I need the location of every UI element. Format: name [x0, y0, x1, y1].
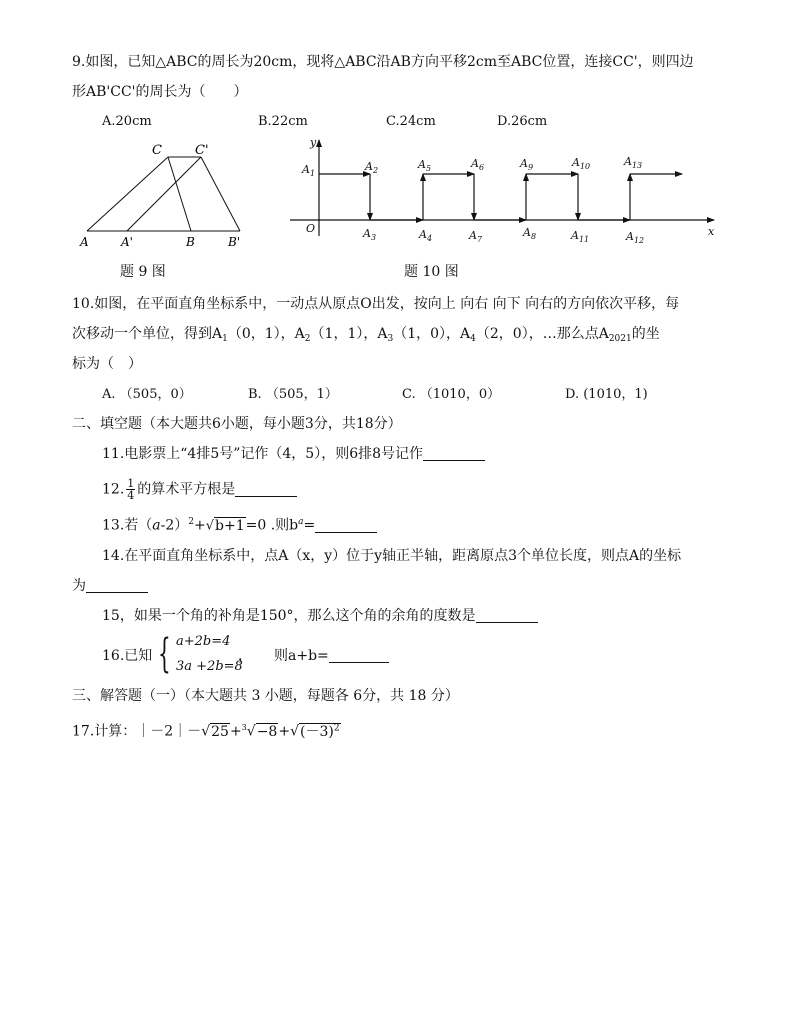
fig10-point-a13: $A_{13}$	[624, 155, 643, 170]
fig9-label-a: A	[80, 235, 89, 249]
q9-option-d: D.26cm	[497, 114, 548, 129]
q12: 12. $\frac{1}{4}$ 的算术平方根是	[102, 478, 297, 501]
fig10-point-a3: $A_3$	[363, 227, 377, 242]
q16-comma: ，	[238, 648, 252, 664]
fig9-label-a-prime: A'	[121, 235, 133, 249]
q10-option-c: C. （1010，0）	[402, 387, 501, 402]
q9-option-c: C.24cm	[386, 114, 436, 129]
q9-line1: 9.如图，已知△ABC的周长为20cm，现将△ABC沿AB方向平移2cm至ABC位置，连接CC'，则四边	[72, 54, 694, 70]
fig10-point-a12: $A_{12}$	[626, 230, 645, 245]
figure-9	[70, 138, 260, 253]
fig9-label-b: B	[186, 235, 195, 249]
q14-line1: 14.在平面直角坐标系中，点A（x，y）位于y轴正半轴，距离原点3个单位长度，则点A的坐标	[102, 548, 682, 564]
q16-prefix: 16.已知	[102, 648, 153, 664]
fig9-label-c: C	[152, 143, 162, 158]
q10-line2: 次移动一个单位，得到$A_1(0$，1），$A_2(1$，1），$A_3(1$，0），$A_4(2$，0），…那么点$A_{2021}$的坐	[72, 326, 660, 344]
fig10-axis-x: x	[708, 225, 715, 238]
q16-brace: {	[158, 631, 171, 677]
fig10-point-a9: $A_9$	[520, 157, 534, 172]
q11: 11.电影票上“4排5号”记作（4，5），则6排8号记作	[102, 444, 485, 464]
fig10-point-a5: $A_5$	[418, 158, 432, 173]
q9-option-a: A.20cm	[102, 114, 152, 129]
q12-fraction: $\frac{1}{4}$	[127, 477, 135, 502]
q10-option-b: B. （505，1）	[248, 387, 338, 402]
fig10-point-a1: $A_1$	[302, 163, 316, 178]
q14-answer-blank[interactable]	[86, 577, 148, 593]
q10-line3: 标为（ ）	[72, 356, 142, 372]
fig10-axis-y: y	[310, 136, 317, 149]
fig9-label-c-prime: C'	[195, 143, 209, 158]
q15-answer-blank[interactable]	[476, 607, 538, 623]
section-2-heading: 二、填空题（本大题共6小题，每小题3分，共18分）	[72, 416, 402, 432]
fig10-point-a2: $A_2$	[365, 160, 379, 175]
figure-9-caption: 题 9 图	[120, 264, 166, 280]
fig10-point-a6: $A_6$	[471, 157, 485, 172]
figure-10	[280, 134, 730, 254]
fig10-point-a7: $A_7$	[469, 229, 483, 244]
section-3-heading: 三、解答题（一）（本大题共 3 小题，每题各 6分，共 18 分）	[72, 688, 459, 704]
q16-answer-blank[interactable]	[329, 647, 389, 663]
q9-option-b: B.22cm	[258, 114, 308, 129]
figure-10-caption: 题 10 图	[404, 264, 459, 280]
q9-line2: 形AB'CC'的周长为（ ）	[72, 84, 248, 100]
q13-answer-blank[interactable]	[315, 517, 377, 533]
q10-line1: 10.如图，在平面直角坐标系中，一动点从原点O出发，按向上 向右 向下 向右的方向依次平移，每	[72, 296, 680, 312]
q16-equation-2: 3a +2b=8	[176, 659, 243, 674]
fig9-label-b-prime: B'	[228, 235, 241, 249]
fig10-point-a11: $A_{11}$	[571, 229, 590, 244]
fig10-origin: O	[306, 222, 316, 235]
q11-answer-blank[interactable]	[423, 445, 485, 461]
q13: 13.若$(a-2)^2+√b+1=0$ .则$b^a=$	[102, 512, 377, 537]
q16-equation-1: a+2b=4	[176, 634, 231, 649]
q16-then: 则a+b=	[274, 646, 389, 666]
q17: 17.计算：$|-2|-√25+^3√-8+√(-3)^2$	[72, 723, 340, 740]
q12-answer-blank[interactable]	[235, 481, 297, 497]
fig10-point-a8: $A_8$	[523, 226, 537, 241]
q15: 15，如果一个角的补角是150°，那么这个角的余角的度数是	[102, 606, 538, 626]
fig10-point-a4: $A_4$	[419, 228, 433, 243]
q10-option-d: D. (1010，1)	[565, 387, 648, 402]
fig10-point-a10: $A_{10}$	[572, 156, 591, 171]
q14-line2: 为	[72, 576, 148, 596]
q10-option-a: A. （505，0）	[102, 387, 192, 402]
